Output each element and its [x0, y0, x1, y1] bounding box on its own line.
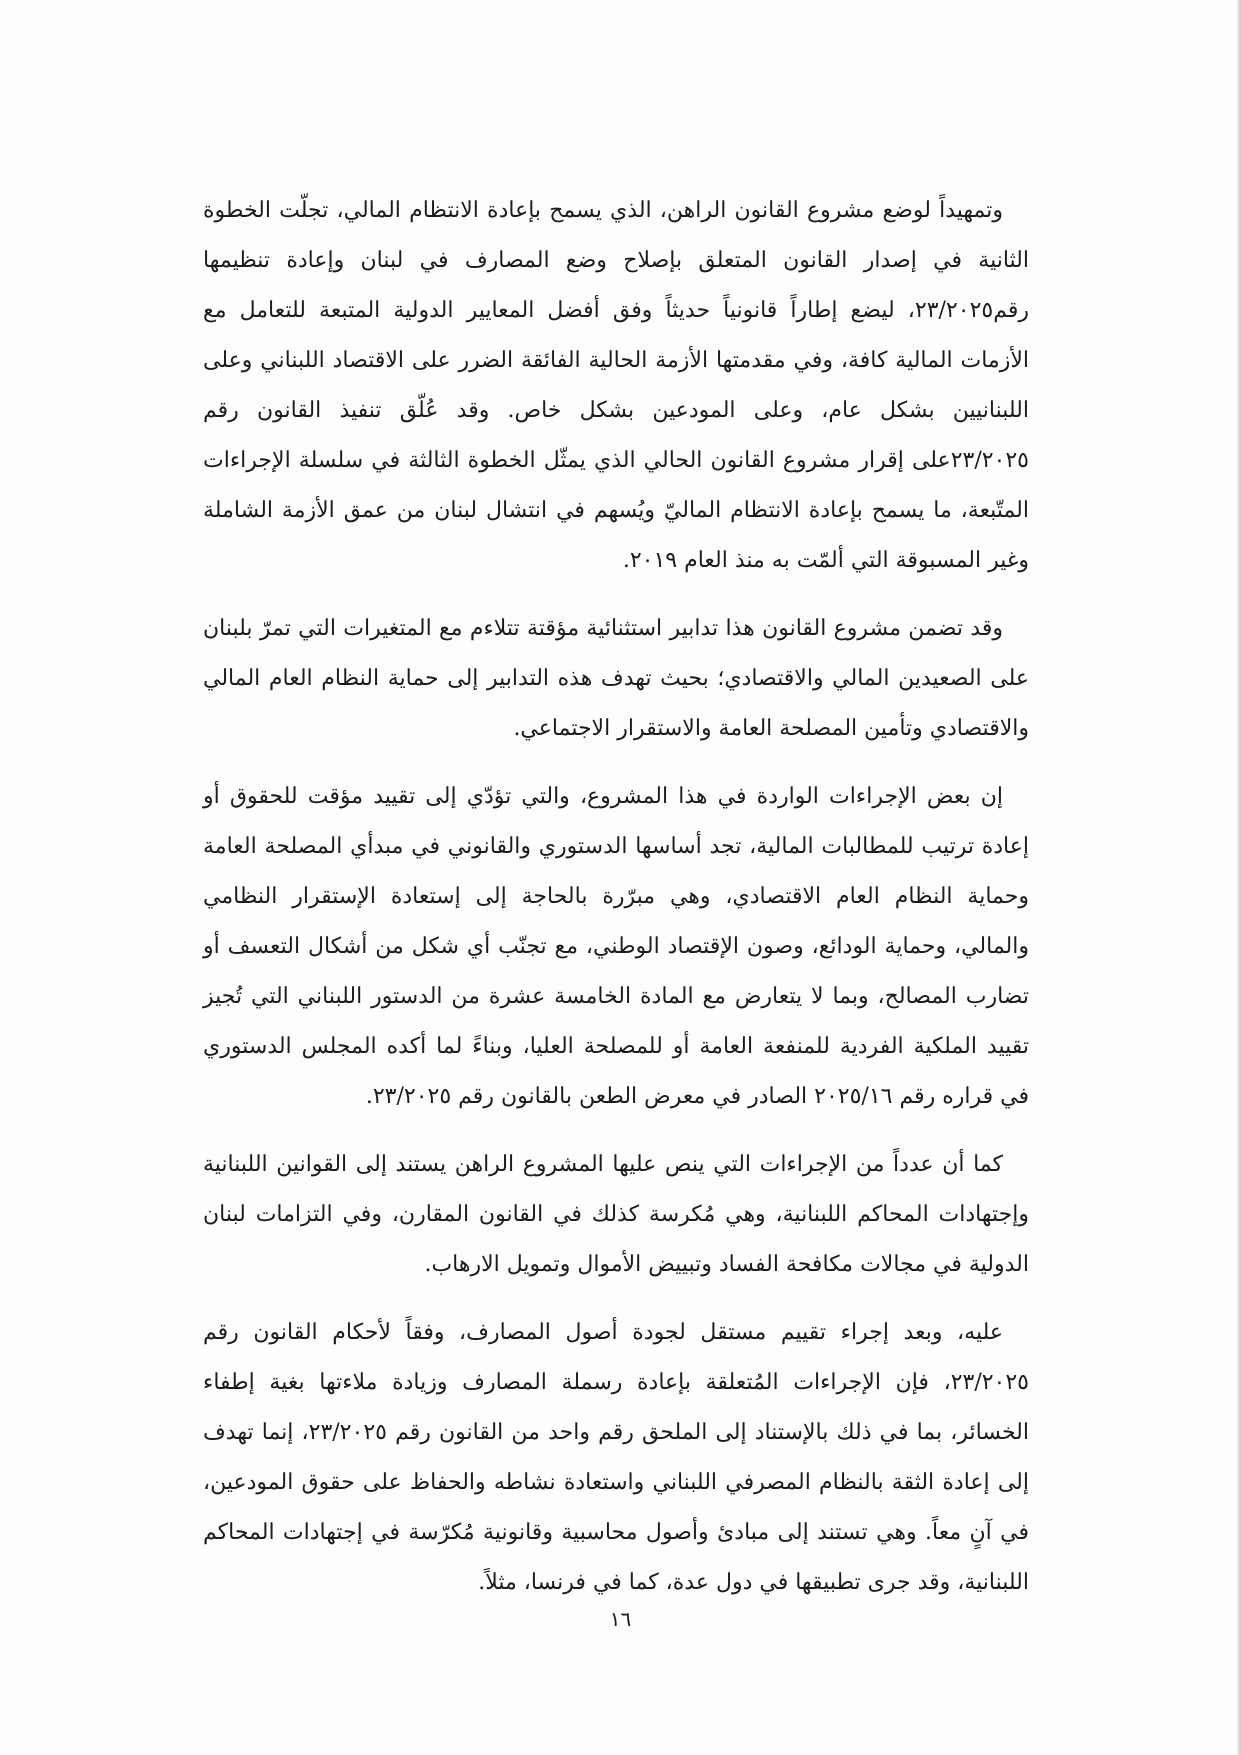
paragraph-4: كما أن عدداً من الإجراءات التي ينص عليها المشروع الراهن يستند إلى القوانين اللبنانية وإجتهادات المحاكم اللبنانية، وهي مُكرسة كذلك في القانون المقارن، وفي التزامات لبنان الدولية في مجالات مكافحة الفساد وتبييض الأموال وتمويل الارهاب.	[203, 1152, 1029, 1277]
document-body	[203, 186, 1029, 1626]
paragraph-2: وقد تضمن مشروع القانون هذا تدابير استثنائية مؤقتة تتلاءم مع المتغيرات التي تمرّ بلبنان على الصعيدين المالي والاقتصادي؛ بحيث تهدف هذه التدابير إلى حماية النظام العام المالي والاقتصادي وتأمين المصلحة العامة والاستقرار الاجتماعي.	[203, 616, 1029, 741]
paragraph-5: عليه، وبعد إجراء تقييم مستقل لجودة أصول المصارف، وفقاً لأحكام القانون رقم ٢٣/٢٠٢٥، فإن الإجراءات المُتعلقة بإعادة رسملة المصارف وزيادة ملاءتها بغية إطفاء الخسائر، بما في ذلك بالإستناد إلى الملحق رقم واحد من القانون رقم ٢٣/٢٠٢٥، إنما تهدف إلى إعادة الثقة بالنظام المصرفي اللبناني واستعادة نشاطه والحفاظ على حقوق المودعين، في آنٍ معاً. وهي تستند إلى مبادئ وأصول محاسبية وقانونية مُكرّسة في إجتهادات المحاكم اللبنانية، وقد جرى تطبيقها في دول عدة، كما في فرنسا، مثلاً.	[203, 1320, 1029, 1595]
scan-edge	[1237, 0, 1241, 1755]
page-number: ١٦	[609, 1607, 632, 1631]
paragraph-3: إن بعض الإجراءات الواردة في هذا المشروع، والتي تؤدّي إلى تقييد مؤقت للحقوق أو إعادة ترتيب للمطالبات المالية، تجد أساسها الدستوري والقانوني في مبدأي المصلحة العامة وحماية النظام العام الاقتصادي، وهي مبرّرة بالحاجة إلى إستعادة الإستقرار النظامي والمالي، وحماية الودائع، وصون الإقتصاد الوطني، مع تجنّب أي شكل من أشكال التعسف أو تضارب المصالح، وبما لا يتعارض مع المادة الخامسة عشرة من الدستور اللبناني التي تُجيز تقييد الملكية الفردية للمنفعة العامة أو للمصلحة العليا، وبناءً لما أكده المجلس الدستوري في قراره رقم ٢٠٢٥/١٦ الصادر في معرض الطعن بالقانون رقم ٢٣/٢٠٢٥.	[203, 784, 1029, 1109]
paragraph-1: وتمهيداً لوضع مشروع القانون الراهن، الذي يسمح بإعادة الانتظام المالي، تجلّت الخطوة الثانية في إصدار القانون المتعلق بإصلاح وضع المصارف في لبنان وإعادة تنظيمها رقم٢٣/٢٠٢٥، ليضع إطاراً قانونياً حديثاً وفق أفضل المعايير الدولية المتبعة للتعامل مع الأزمات المالية كافة، وفي مقدمتها الأزمة الحالية الفائقة الضرر على الاقتصاد اللبناني وعلى اللبنانيين بشكل عام، وعلى المودعين بشكل خاص. وقد عُلّق تنفيذ القانون رقم ٢٣/٢٠٢٥على إقرار مشروع القانون الحالي الذي يمثّل الخطوة الثالثة في سلسلة الإجراءات المتّبعة، ما يسمح بإعادة الانتظام الماليّ ويُسهم في انتشال لبنان من عمق الأزمة الشاملة وغير المسبوقة التي ألمّت به منذ العام ٢٠١٩.	[203, 198, 1029, 573]
